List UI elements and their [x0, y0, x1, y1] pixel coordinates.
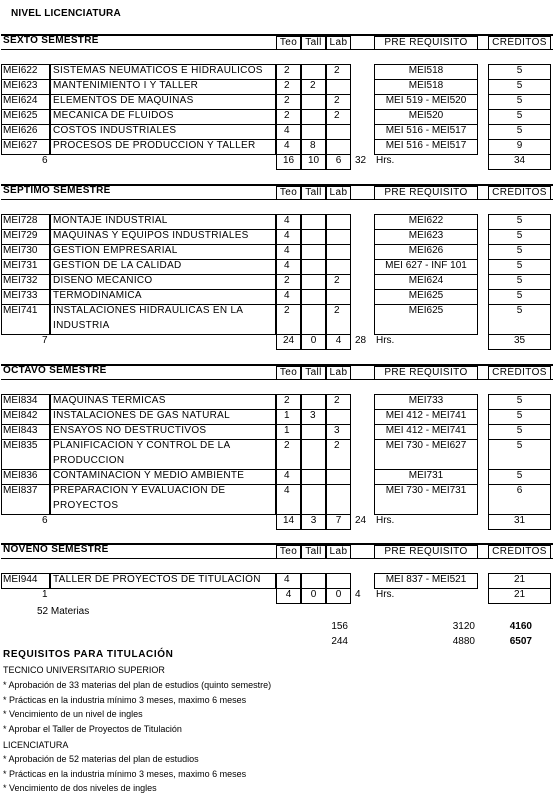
requisito-item: * Prácticas en la industria mínimo 3 meses, maximo 6 meses	[3, 768, 247, 779]
cell-tall	[301, 573, 326, 589]
course-name: MECANICA DE FLUIDOS	[53, 110, 174, 121]
course-code: MEI834	[3, 395, 38, 406]
course-code: MEI729	[3, 230, 38, 241]
semester-title: SEPTIMO SEMESTRE	[3, 185, 111, 196]
teo-hours: 4	[284, 290, 290, 301]
teo-hours: 2	[284, 395, 290, 406]
lab-hours: 2	[334, 65, 340, 76]
course-name: COSTOS INDUSTRIALES	[53, 125, 177, 136]
cell-tall	[301, 484, 326, 515]
credits: 5	[516, 95, 523, 106]
teo-hours: 4	[284, 470, 290, 481]
course-code: MEI730	[3, 245, 38, 256]
teo-hours: 4	[284, 230, 290, 241]
summary-value: 244	[331, 636, 348, 647]
teo-hours: 2	[284, 80, 290, 91]
lab-header: Lab	[326, 186, 351, 200]
credits: 5	[516, 110, 523, 121]
cell-lab	[326, 124, 351, 140]
teo-hours: 2	[284, 95, 290, 106]
requisito-item: * Vencimiento de dos niveles de ingles	[3, 783, 157, 793]
teo-hours: 1	[284, 410, 290, 421]
cell-tall	[301, 424, 326, 440]
cell-tall	[301, 274, 326, 290]
credits: 5	[516, 440, 523, 451]
cell-tall	[301, 109, 326, 125]
prerequisite-header: PRE REQUISITO	[374, 545, 478, 559]
credits-header: CRÉDITOS	[488, 366, 551, 380]
licenciatura-title: LICENCIATURA	[3, 740, 69, 750]
course-code: MEI622	[3, 65, 38, 76]
cell-tall	[301, 304, 326, 335]
prerequisite: MEI622	[408, 215, 444, 226]
credits: 5	[516, 425, 523, 436]
prerequisite: MEI 516 - MEI517	[385, 125, 467, 136]
lab-hours: 2	[334, 395, 340, 406]
lab-hours: 2	[334, 305, 340, 316]
lab-hours: 3	[334, 425, 340, 436]
teo-header: Teo	[276, 545, 301, 559]
prerequisite: MEI 412 - MEI741	[385, 410, 467, 421]
hours-label: Hrs.	[376, 515, 395, 526]
course-code: MEI732	[3, 275, 38, 286]
total-credits: 31	[513, 515, 526, 526]
credits: 9	[516, 140, 523, 151]
course-code: MEI741	[3, 305, 38, 316]
cell-lab	[326, 573, 351, 589]
credits: 5	[516, 230, 523, 241]
teo-hours: 2	[284, 65, 290, 76]
tall-header: Tall	[301, 545, 326, 559]
cell-lab	[326, 244, 351, 260]
course-name: SISTEMAS NEUMATICOS E HIDRAULICOS	[53, 65, 263, 76]
credits-header: CRÉDITOS	[488, 36, 551, 50]
total-tall: 10	[307, 155, 320, 166]
prerequisite: MEI731	[408, 470, 444, 481]
total-teo: 14	[282, 515, 295, 526]
total-lab: 7	[335, 515, 342, 526]
credits: 5	[516, 80, 523, 91]
teo-header: Teo	[276, 36, 301, 50]
total-lab: 4	[335, 335, 342, 346]
requisito-item: * Aprobación de 33 materias del plan de estudios (quinto semestre)	[3, 680, 272, 690]
semester-title: SEXTO SEMESTRE	[3, 35, 99, 46]
cell-lab	[326, 229, 351, 245]
credits: 5	[516, 395, 523, 406]
requisito-item: * Aprobar el Taller de Proyectos de Titulación	[3, 723, 182, 734]
cell-lab	[326, 409, 351, 425]
course-name: PRODUCCION	[53, 455, 125, 466]
course-name: INSTALACIONES DE GAS NATURAL	[53, 410, 230, 421]
cell-lab	[326, 469, 351, 485]
course-code: MEI842	[3, 410, 38, 421]
teo-header: Teo	[276, 186, 301, 200]
cell-tall	[301, 94, 326, 110]
total-hours: 4	[355, 589, 361, 600]
prerequisite-header: PRE REQUISITO	[374, 36, 478, 50]
teo-hours: 2	[284, 440, 290, 451]
prerequisite: MEI 627 - INF 101	[385, 260, 467, 271]
course-name: PROYECTOS	[53, 500, 119, 511]
credits: 6	[516, 485, 523, 496]
credits: 5	[516, 275, 523, 286]
teo-header: Teo	[276, 366, 301, 380]
cell-tall	[301, 259, 326, 275]
prerequisite: MEI 730 - MEI731	[385, 485, 467, 496]
teo-hours: 1	[284, 425, 290, 436]
page-title: NIVEL LICENCIATURA	[11, 8, 121, 19]
total-credits: 35	[513, 335, 526, 346]
course-count: 1	[42, 589, 48, 600]
cell-tall	[301, 124, 326, 140]
hours-label: Hrs.	[376, 335, 395, 346]
teo-hours: 4	[284, 125, 290, 136]
cell-lab	[326, 214, 351, 230]
requisitos-title: REQUISITOS PARA TITULACIÓN	[3, 649, 174, 660]
teo-hours: 4	[284, 485, 290, 496]
course-count: 7	[42, 335, 48, 346]
course-code: MEI944	[3, 574, 38, 585]
lab-hours: 2	[334, 95, 340, 106]
course-code: MEI728	[3, 215, 38, 226]
requisito-item: * Prácticas en la industria mínimo 3 meses, maximo 6 meses	[3, 694, 247, 705]
cell-tall	[301, 229, 326, 245]
course-name: PREPARACION Y EVALUACION DE	[53, 485, 226, 496]
teo-hours: 2	[284, 110, 290, 121]
prerequisite: MEI 412 - MEI741	[385, 425, 467, 436]
course-name: INSTALACIONES HIDRAULICAS EN LA	[53, 305, 244, 316]
tecnico-title: TECNICO UNIVERSITARIO SUPERIOR	[3, 665, 165, 675]
teo-hours: 4	[284, 140, 290, 151]
credits-header: CRÉDITOS	[488, 186, 551, 200]
teo-hours: 4	[284, 245, 290, 256]
tall-hours: 2	[310, 80, 316, 91]
course-code: MEI733	[3, 290, 38, 301]
total-lab: 0	[335, 589, 342, 600]
cell-tall	[301, 289, 326, 305]
lab-header: Lab	[326, 545, 351, 559]
course-code: MEI837	[3, 485, 38, 496]
credits: 5	[516, 410, 523, 421]
summary-total: 6507	[509, 636, 532, 647]
course-code: MEI843	[3, 425, 38, 436]
teo-hours: 4	[284, 215, 290, 226]
cell-tall	[301, 64, 326, 80]
prerequisite: MEI625	[408, 305, 444, 316]
course-name: MAQUINAS Y EQUIPOS INDUSTRIALES	[53, 230, 249, 241]
credits: 21	[513, 574, 526, 585]
tall-header: Tall	[301, 186, 326, 200]
cell-lab	[326, 139, 351, 155]
tall-header: Tall	[301, 366, 326, 380]
credits: 5	[516, 65, 523, 76]
course-code: MEI731	[3, 260, 38, 271]
total-teo: 4	[285, 589, 292, 600]
course-code: MEI627	[3, 140, 38, 151]
cell-tall	[301, 244, 326, 260]
prerequisite-header: PRE REQUISITO	[374, 186, 478, 200]
prerequisite: MEI520	[408, 110, 444, 121]
tall-hours: 3	[310, 410, 316, 421]
prerequisite: MEI625	[408, 290, 444, 301]
lab-hours: 2	[334, 275, 340, 286]
course-count: 6	[42, 515, 48, 526]
course-name: MAQUINAS TERMICAS	[53, 395, 166, 406]
total-tall: 0	[310, 589, 317, 600]
summary-total: 4160	[509, 621, 532, 632]
cell-tall	[301, 469, 326, 485]
total-teo: 16	[282, 155, 295, 166]
credits: 5	[516, 245, 523, 256]
course-code: MEI835	[3, 440, 38, 451]
course-code: MEI626	[3, 125, 38, 136]
course-name: INDUSTRIA	[53, 320, 110, 331]
prerequisite-header: PRE REQUISITO	[374, 366, 478, 380]
summary-value: 156	[331, 621, 348, 632]
prerequisite: MEI624	[408, 275, 444, 286]
lab-hours: 2	[334, 110, 340, 121]
credits: 5	[516, 305, 523, 316]
prerequisite: MEI626	[408, 245, 444, 256]
lab-hours: 2	[334, 440, 340, 451]
cell-tall	[301, 214, 326, 230]
cell-lab	[326, 289, 351, 305]
course-name: TALLER DE PROYECTOS DE TITULACIÓN	[53, 574, 261, 585]
total-tall: 3	[310, 515, 317, 526]
requisito-item: * Vencimiento de un nivel de ingles	[3, 709, 143, 719]
prerequisite: MEI 730 - MEI627	[385, 440, 467, 451]
total-tall: 0	[310, 335, 317, 346]
requisito-item: * Aprobación de 52 materias del plan de estudios	[3, 754, 199, 764]
course-code: MEI836	[3, 470, 38, 481]
prerequisite: MEI623	[408, 230, 444, 241]
prerequisite: MEI 519 - MEI520	[385, 95, 467, 106]
cell-lab	[326, 259, 351, 275]
hours-label: Hrs.	[376, 589, 395, 600]
course-name: GESTION EMPRESARIAL	[53, 245, 178, 256]
cell-lab	[326, 484, 351, 515]
course-name: PLANIFICACION Y CONTROL DE LA	[53, 440, 231, 451]
course-code: MEI624	[3, 95, 38, 106]
course-name: MONTAJE INDUSTRIAL	[53, 215, 168, 226]
cell-tall	[301, 394, 326, 410]
prerequisite: MEI518	[408, 65, 444, 76]
credits: 5	[516, 260, 523, 271]
credits: 5	[516, 215, 523, 226]
course-count: 6	[42, 155, 48, 166]
summary-value: 3120	[452, 621, 475, 632]
summary-value: 4880	[452, 636, 475, 647]
semester-title: OCTAVO SEMESTRE	[3, 365, 107, 376]
prerequisite: MEI518	[408, 80, 444, 91]
course-name: ENSAYOS NO DESTRUCTIVOS	[53, 425, 207, 436]
cell-lab	[326, 79, 351, 95]
course-code: MEI625	[3, 110, 38, 121]
course-name: GESTION DE LA CALIDAD	[53, 260, 182, 271]
credits-header: CRÉDITOS	[488, 545, 551, 559]
semester-title: NOVENO SEMESTRE	[3, 544, 109, 555]
credits: 5	[516, 290, 523, 301]
course-name: ELEMENTOS DE MAQUINAS	[53, 95, 194, 106]
course-name: PROCESOS DE PRODUCCION Y TALLER	[53, 140, 256, 151]
credits: 5	[516, 125, 523, 136]
total-lab: 6	[335, 155, 342, 166]
course-name: MANTENIMIENTO I Y TALLER	[53, 80, 199, 91]
materias-count: 52 Materias	[37, 606, 90, 617]
tall-hours: 8	[310, 140, 316, 151]
total-hours: 28	[355, 335, 367, 346]
total-credits: 21	[513, 589, 526, 600]
tall-header: Tall	[301, 36, 326, 50]
lab-header: Lab	[326, 366, 351, 380]
prerequisite: MEI733	[408, 395, 444, 406]
course-name: DISEÑO MECANICO	[53, 275, 153, 286]
course-name: TERMODINAMICA	[53, 290, 142, 301]
prerequisite: MEI 837 - MEI521	[385, 574, 467, 585]
total-teo: 24	[282, 335, 295, 346]
teo-hours: 4	[284, 260, 290, 271]
credits: 5	[516, 470, 523, 481]
total-hours: 24	[355, 515, 367, 526]
hours-label: Hrs.	[376, 155, 395, 166]
teo-hours: 2	[284, 305, 290, 316]
course-name: CONTAMINACION Y MEDIO AMBIENTE	[53, 470, 245, 481]
teo-hours: 2	[284, 275, 290, 286]
cell-tall	[301, 439, 326, 470]
total-hours: 32	[355, 155, 367, 166]
total-credits: 34	[513, 155, 526, 166]
prerequisite: MEI 516 - MEI517	[385, 140, 467, 151]
course-code: MEI623	[3, 80, 38, 91]
teo-hours: 4	[284, 574, 290, 585]
lab-header: Lab	[326, 36, 351, 50]
